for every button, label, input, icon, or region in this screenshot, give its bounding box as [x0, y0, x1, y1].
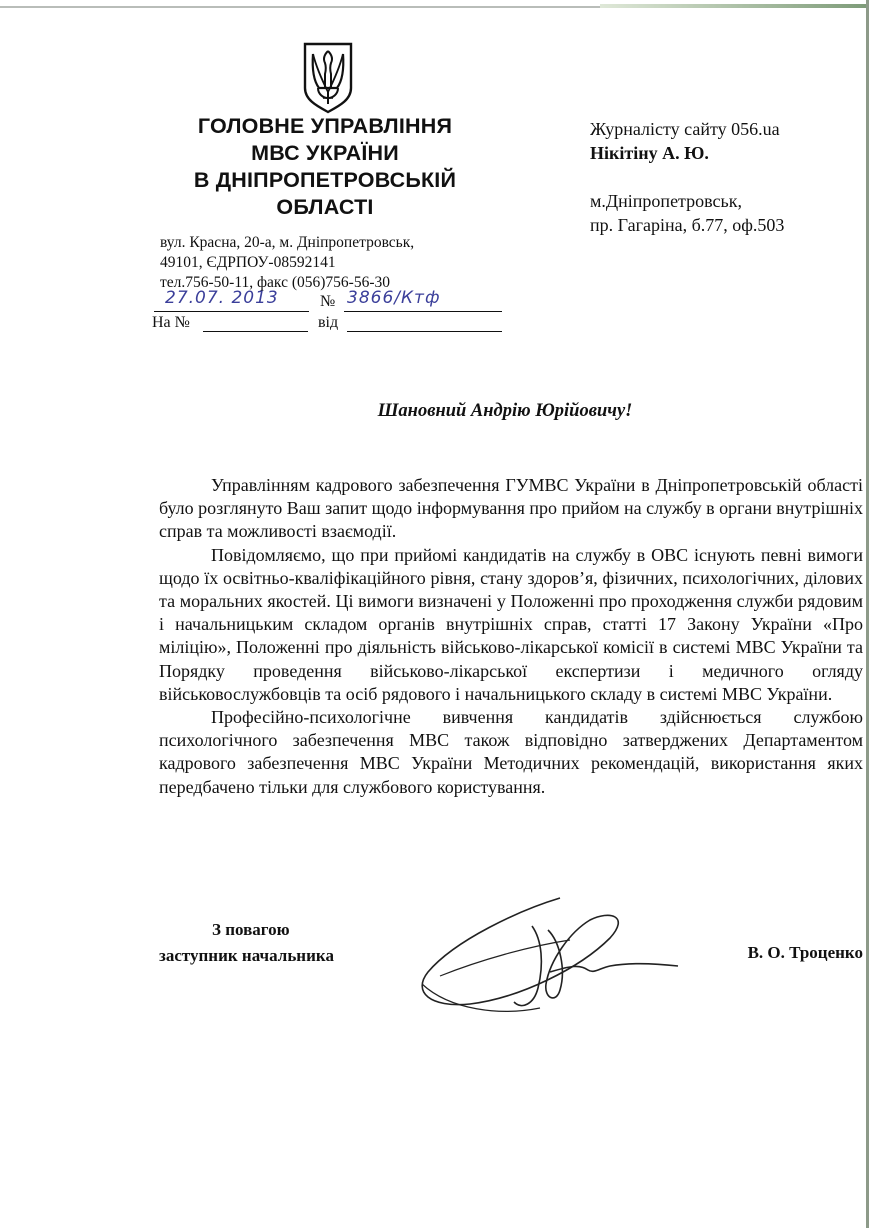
body-paragraph: Повідомляємо, що при прийомі кандидатів на службу в ОВС існують певні вимоги щодо їх освітньо-кваліфікаційного рівня, стану здоров’я, фізичних, психологічних, ділових та моральних якостей. Ці вимоги визначені у Положенні про проходження служби рядовим і начальницьким складом органів внутрішніх справ, статті 17 Закону України «Про міліцію», Положенні про діяльність військово-лікарської комісії в системі МВС України та Порядку проведення військово-лікарської експертизи і медичного огляду військовослужбовців та осіб рядового і начальницького складу в системі МВС України.: [159, 544, 863, 704]
closing-regards: З повагою: [212, 920, 290, 939]
letter-body: [159, 474, 863, 799]
contact-line: 49101, ЄДРПОУ-08592141: [160, 254, 336, 271]
contact-line: вул. Красна, 20-а, м. Дніпропетровськ,: [160, 234, 415, 251]
recipient-street: пр. Гагаріна, б.77, оф.503: [590, 215, 785, 235]
org-line: ОБЛАСТІ: [276, 195, 374, 219]
number-label: №: [320, 293, 336, 310]
org-line: МВС УКРАЇНИ: [251, 141, 399, 165]
reference-underline: [203, 331, 308, 332]
outgoing-date: 27.07. 2013: [165, 288, 279, 308]
salutation: Шановний Андрію Юрійовичу!: [377, 401, 633, 421]
from-label: від: [318, 314, 339, 331]
signer-position: заступник начальника: [159, 946, 334, 965]
signer-name: В. О. Троценко: [747, 943, 863, 962]
date-underline: [154, 311, 309, 312]
recipient-role: Журналісту сайту 056.ua: [590, 119, 780, 139]
trident-coat-of-arms-icon: [301, 40, 355, 114]
number-underline: [344, 311, 502, 312]
sender-organization: [160, 113, 490, 221]
org-line: ГОЛОВНЕ УПРАВЛІННЯ: [197, 114, 453, 138]
scan-top-edge: [0, 0, 869, 10]
recipient-address: [590, 117, 784, 237]
body-paragraph: Управлінням кадрового забезпечення ГУМВС України в Дніпропетровській області було розглянуто Ваш запит щодо інформування про прийом на службу в органи внутрішніх справ та можливості взаємодії.: [159, 475, 863, 542]
reference-label: На №: [152, 314, 190, 331]
contact-line: тел.756-50-11, факс (056)756-56-30: [160, 274, 390, 291]
recipient-name: Нікітіну А. Ю.: [590, 143, 709, 163]
body-paragraph: Професійно-психологічне вивчення кандидатів здійснюється службою психологічного забезпечення МВС також відповідно затверджених Департаментом кадрового забезпечення МВС України Методичних рекомендацій, використання яких передбачено тільки для службового користування.: [159, 707, 863, 797]
org-line: В ДНІПРОПЕТРОВСЬКІЙ: [193, 168, 457, 192]
from-underline: [347, 331, 502, 332]
closing-block: [159, 917, 334, 969]
handwritten-signature: [410, 880, 720, 1030]
sender-contacts: [160, 233, 414, 293]
recipient-city: м.Дніпропетровськ,: [590, 191, 742, 211]
outgoing-number: 3866/Ктф: [347, 288, 441, 308]
